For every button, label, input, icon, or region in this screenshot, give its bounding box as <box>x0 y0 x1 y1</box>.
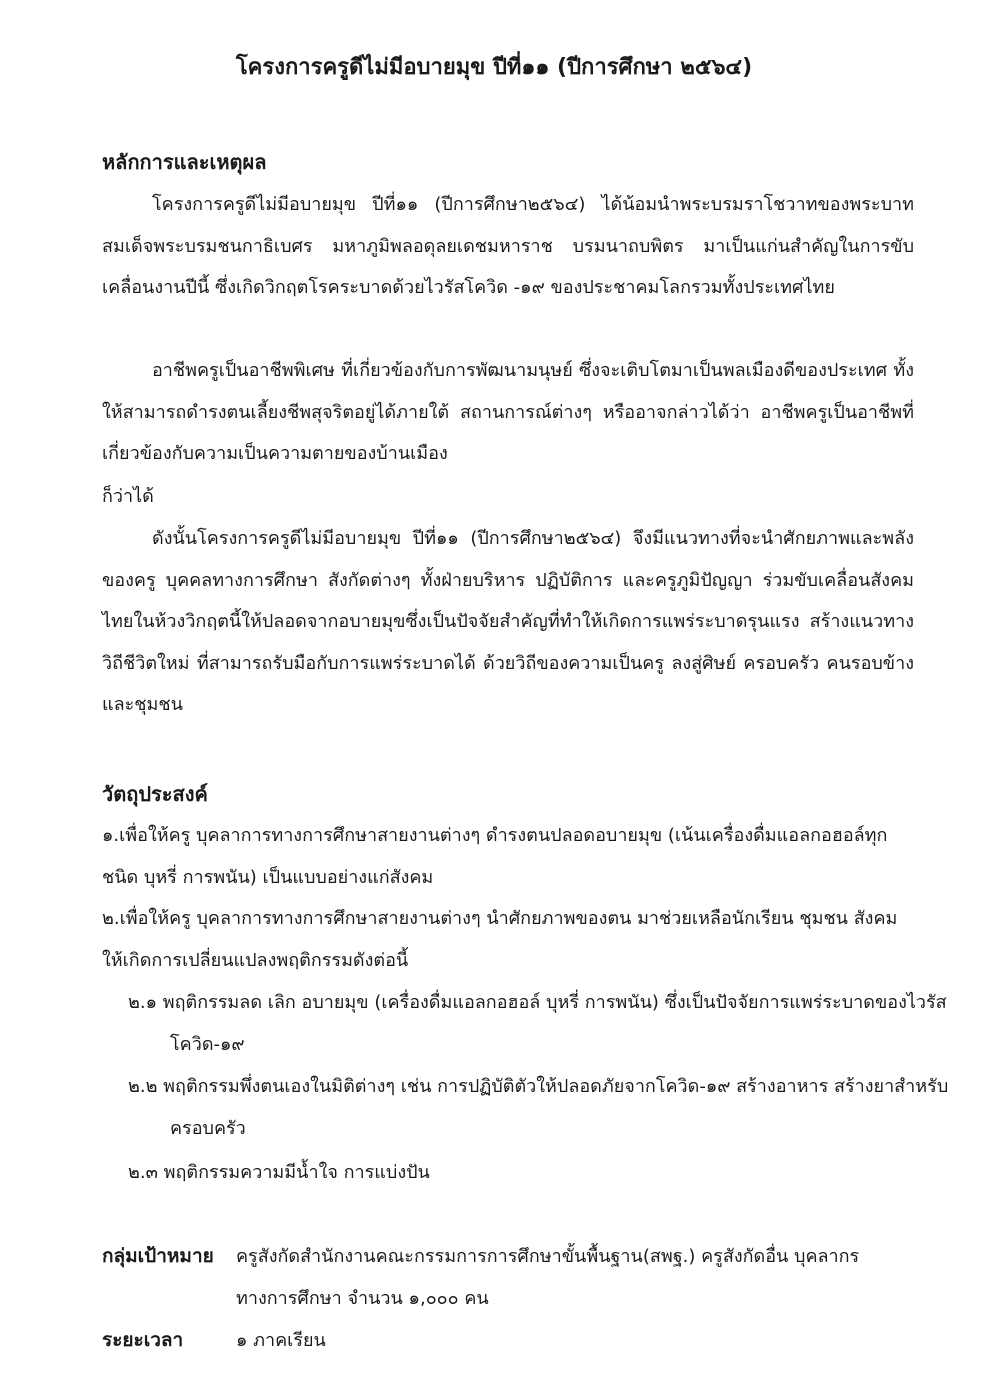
objective-subitem-3: ๒.๓ พฤติกรรมความมีน้ำใจ การแบ่งปัน <box>128 1162 430 1183</box>
document-title: โครงการครูดีไม่มีอบายมุข ปีที่๑๑ (ปีการศึกษา ๒๕๖๔) <box>235 55 753 80</box>
target-group-value: ครูสังกัดสำนักงานคณะกรรมการการศึกษาขั้นพื้นฐาน(สพฐ.) ครูสังกัดอื่น บุคลากรทางการศึกษา จำนวน ๑,๐๐๐ คน <box>236 1246 860 1309</box>
principles-paragraph-2: อาชีพครูเป็นอาชีพพิเศษ ที่เกี่ยวข้องกับการพัฒนามนุษย์ ซึ่งจะเติบโตมาเป็นพลเมืองดีของประเทศ ทั้งให้สามารถดำรงตนเลี้ยงชีพสุจริตอยู่ได้ภายใต้ สถานการณ์ต่างๆ หรืออาจกล่าวได้ว่า อาชีพครูเป็นอาชีพที่เกี่ยวข้องกับความเป็นความตายของบ้านเมือง <box>102 360 914 465</box>
target-group-label: กลุ่มเป้าหมาย <box>102 1245 214 1267</box>
duration-row <box>102 1320 914 1362</box>
objectives-heading: วัตถุประสงค์ <box>102 782 208 806</box>
objective-item-2: ๒.เพื่อให้ครู บุคลาการทางการศึกษาสายงานต่างๆ นำศักยภาพของตน มาช่วยเหลือนักเรียน ชุมชน สังคมให้เกิดการเปลี่ยนแปลงพฤติกรรมดังต่อนี้ <box>102 908 898 971</box>
principles-heading: หลักการและเหตุผล <box>102 150 267 174</box>
objective-subitem-2: ๒.๒ พฤติกรรมพึ่งตนเองในมิติต่างๆ เช่น การปฏิบัติตัวให้ปลอดภัยจากโควิด-๑๙ สร้างอาหาร สร้างยาสำหรับครอบครัว <box>128 1076 949 1139</box>
principles-paragraph-4: ดังนั้นโครงการครูดีไม่มีอบายมุข ปีที่๑๑ (ปีการศึกษา๒๕๖๔) จึงมีแนวทางที่จะนำศักยภาพและพลังของครู บุคคลทางการศึกษา สังกัดต่างๆ ทั้งฝ่ายบริหาร ปฏิบัติการ และครูภูมิปัญญา ร่วมขับเคลื่อนสังคมไทยในห้วงวิกฤตนี้ให้ปลอดจากอบายมุขซึ่งเป็นปัจจัยสำคัญที่ทำให้เกิดการแพร่ระบาดรุนแรง สร้างแนวทางวิถีชีวิตใหม่ ที่สามารถรับมือกับการแพร่ระบาดได้ ด้วยวิถีของความเป็นครู ลงสู่ศิษย์ ครอบครัว คนรอบข้าง และชุมชน <box>102 528 914 716</box>
objective-item-1: ๑.เพื่อให้ครู บุคลาการทางการศึกษาสายงานต่างๆ ดำรงตนปลอดอบายมุข (เน้นเครื่องดื่มแอลกอฮอล์ทุกชนิด บุหรี่ การพนัน) เป็นแบบอย่างแก่สังคม <box>102 825 888 888</box>
principles-paragraph-1: โครงการครูดีไม่มีอบายมุข ปีที่๑๑ (ปีการศึกษา๒๕๖๔) ได้น้อมนำพระบรมราโชวาทของพระบาทสมเด็จพระบรมชนกาธิเบศร มหาภูมิพลอดุลยเดชมหาราช บรมนาถบพิตร มาเป็นแก่นสำคัญในการขับเคลื่อนงานปีนี้ ซึ่งเกิดวิกฤตโรคระบาดด้วยไวรัสโควิด -๑๙ ของประชาคมโลกรวมทั้งประเทศไทย <box>102 194 914 299</box>
duration-value: ๑ ภาคเรียน <box>236 1330 326 1351</box>
duration-label: ระยะเวลา <box>102 1329 184 1351</box>
principles-paragraph-3: ก็ว่าได้ <box>102 486 154 507</box>
target-group-row <box>102 1236 914 1319</box>
objective-subitem-1: ๒.๑ พฤติกรรมลด เลิก อบายมุข (เครื่องดื่มแอลกอฮอล์ บุหรี่ การพนัน) ซึ่งเป็นปัจจัยการแพร่ระบาดของไวรัสโควิด-๑๙ <box>128 992 947 1055</box>
